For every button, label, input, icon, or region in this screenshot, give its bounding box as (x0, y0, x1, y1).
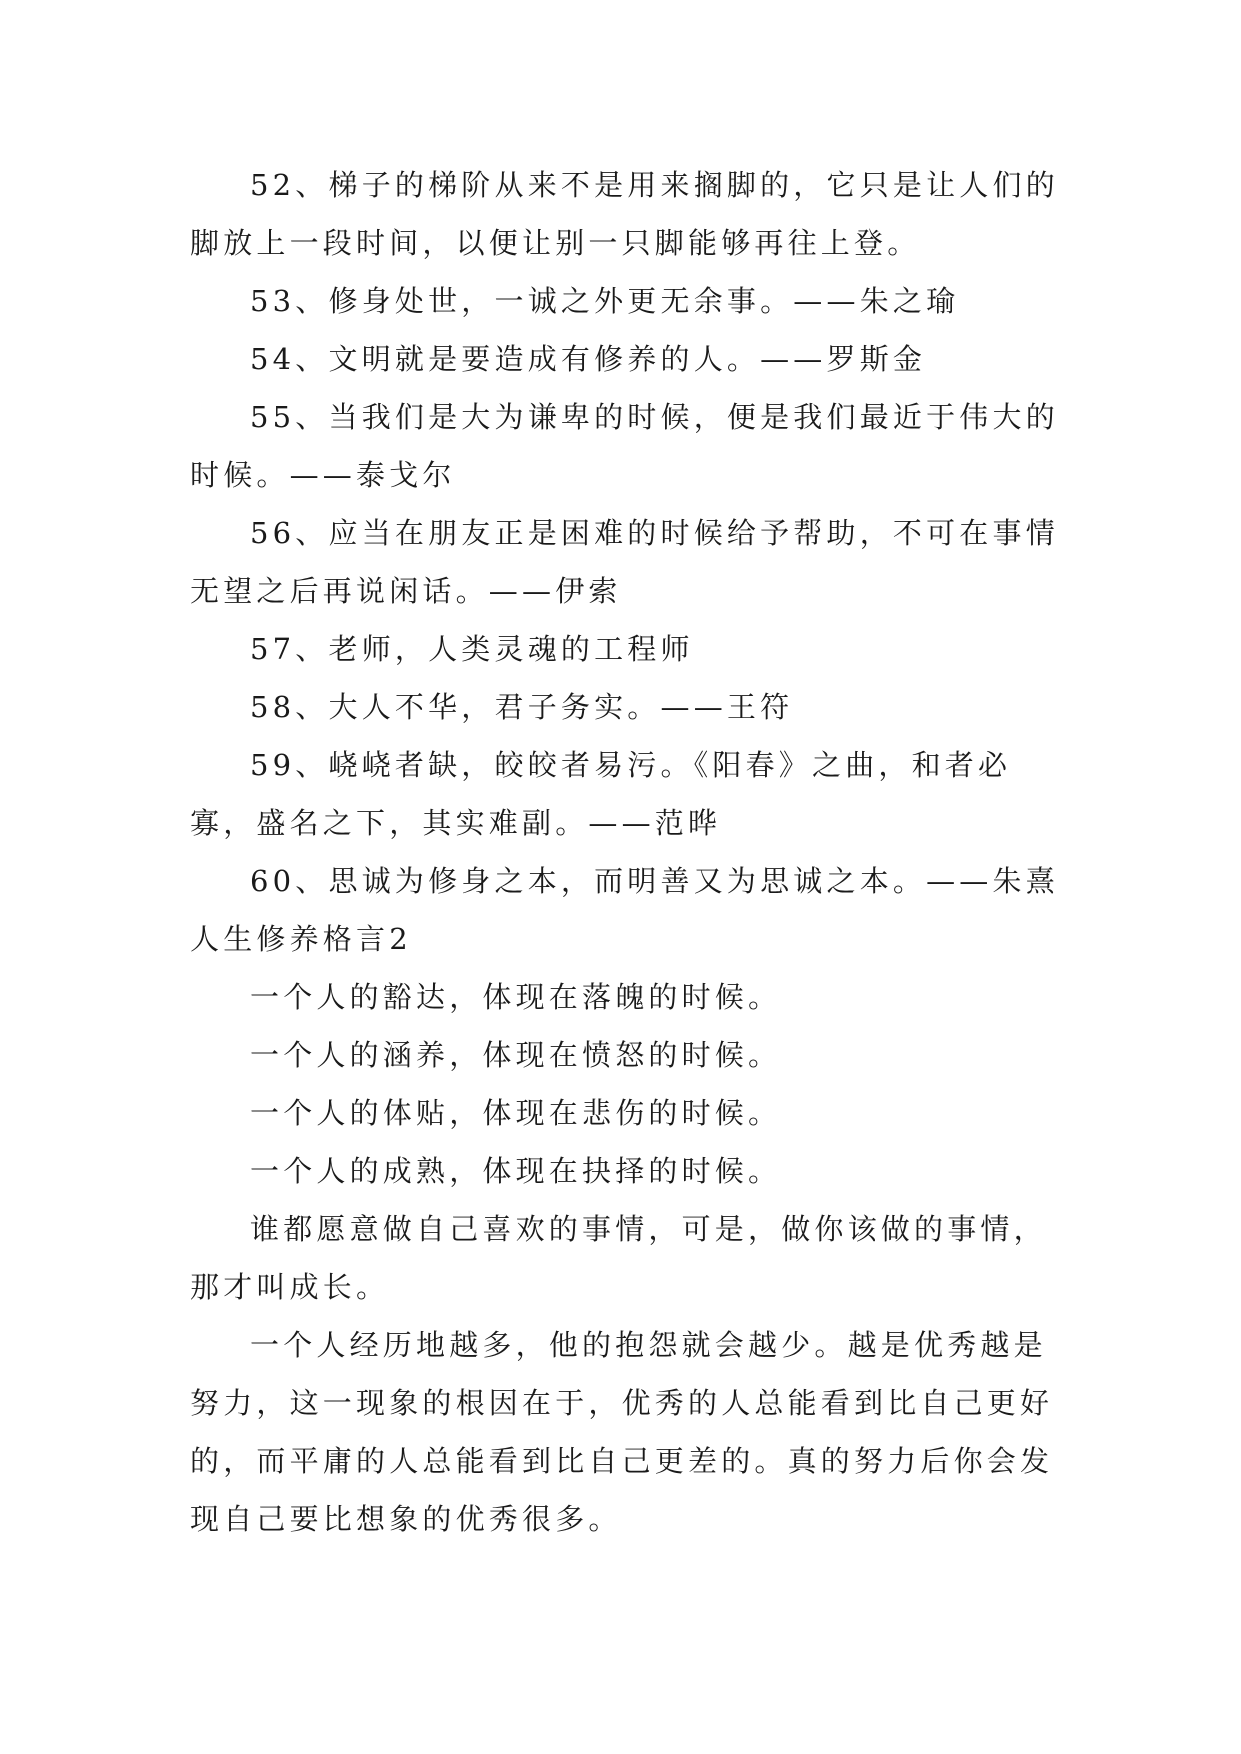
paragraph-53: 53、修身处世，一诚之外更无余事。——朱之瑜 (250, 284, 960, 318)
paragraph-56: 56、应当在朋友正是困难的时候给予帮助，不可在事情无望之后再说闲话。——伊索 (190, 516, 1059, 608)
paragraph-growth: 谁都愿意做自己喜欢的事情，可是，做你该做的事情，那才叫成长。 (190, 1212, 1047, 1304)
paragraph-57: 57、老师，人类灵魂的工程师 (250, 632, 694, 666)
paragraph-52: 52、梯子的梯阶从来不是用来搁脚的，它只是让人们的脚放上一段时间，以便让别一只脚能够再往上登。 (190, 168, 1059, 260)
paragraph-54: 54、文明就是要造成有修养的人。——罗斯金 (250, 342, 927, 376)
paragraph-considerate: 一个人的体贴，体现在悲伤的时候。 (250, 1096, 782, 1130)
paragraph-broad-mind: 一个人的豁达，体现在落魄的时候。 (250, 980, 782, 1014)
paragraph-59: 59、峣峣者缺，皎皎者易污。《阳春》之曲，和者必寡，盛名之下，其实难副。——范晔 (190, 748, 1012, 840)
section-heading: 人生修养格言2 (190, 922, 412, 956)
paragraph-55: 55、当我们是大为谦卑的时候，便是我们最近于伟大的时候。——泰戈尔 (190, 400, 1059, 492)
paragraph-60: 60、思诚为修身之本，而明善又为思诚之本。——朱熹 (250, 864, 1059, 898)
paragraph-maturity: 一个人的成熟，体现在抉择的时候。 (250, 1154, 782, 1188)
document-body (190, 156, 1060, 1548)
paragraph-58: 58、大人不华，君子务实。——王符 (250, 690, 794, 724)
paragraph-experience: 一个人经历地越多，他的抱怨就会越少。越是优秀越是努力，这一现象的根因在于，优秀的人总能看到比自己更好的，而平庸的人总能看到比自己更差的。真的努力后你会发现自己要比想象的优秀很多。 (190, 1328, 1054, 1536)
paragraph-self-control: 一个人的涵养，体现在愤怒的时候。 (250, 1038, 782, 1072)
